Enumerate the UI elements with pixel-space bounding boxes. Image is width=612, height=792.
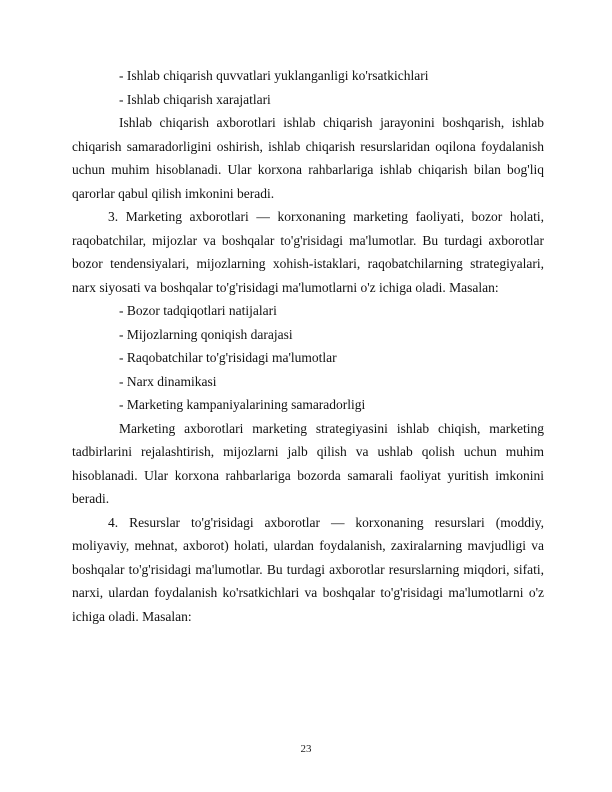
list-item: - Bozor tadqiqotlari natijalari bbox=[119, 303, 277, 318]
page-number: 23 bbox=[300, 743, 312, 755]
list-item: - Marketing kampaniyalarining samaradorligi bbox=[119, 397, 366, 412]
list-item: - Ishlab chiqarish quvvatlari yuklanganligi ko'rsatkichlari bbox=[119, 68, 429, 83]
list-item: - Mijozlarning qoniqish darajasi bbox=[119, 326, 293, 342]
paragraph-marketing-usage: Marketing axborotlari marketing strategiyasini ishlab chiqish, marketing tadbirlarini rejalashtirish, mijozlarni jalb qilish va ushlab qolish uchun muhim hisoblanadi. Ular korxona rahbarlariga bozorda samarali faoliyat yuritish imkonini beradi. bbox=[72, 420, 544, 506]
document-page bbox=[72, 64, 544, 628]
list-item: - Raqobatchilar to'g'risidagi ma'lumotlar bbox=[119, 350, 337, 365]
list-item: - Narx dinamikasi bbox=[119, 373, 217, 389]
paragraph-production-info: Ishlab chiqarish axborotlari ishlab chiqarish jarayonini boshqarish, ishlab chiqarish samaradorligini oshirish, ishlab chiqarish resurslaridan oqilona foydalanish uchun muhim hisoblanadi. Ular korxona rahbarlariga ishlab chiqarish bilan bog'liq qarorlar qabul qilish imkonini beradi. bbox=[72, 115, 544, 201]
paragraph-resources-info: 4. Resurslar to'g'risidagi axborotlar — korxonaning resurslari (moddiy, moliyaviy, mehnat, axborot) holati, ulardan foydalanish, zaxiralarning mavjudligi va boshqalar to'g'risidagi ma'lumotlar. Bu turdagi axborotlar resurslarning miqdori, sifati, narxi, ulardan foydalanish ko'rsatkichlari va boshqalar to'g'risidagi ma'lumotlarni o'z ichiga oladi. Masalan: bbox=[72, 514, 544, 624]
list-item: - Ishlab chiqarish xarajatlari bbox=[119, 91, 271, 107]
paragraph-marketing-info: 3. Marketing axborotlari — korxonaning marketing faoliyati, bozor holati, raqobatchilar, mijozlar va boshqalar to'g'risidagi ma'lumotlar. Bu turdagi axborotlar bozor tendensiyalari, mijozlarning xohish-istaklari, raqobatchilarning strategiyalari, narx siyosati va boshqalar to'g'risidagi ma'lumotlarni o'z ichiga oladi. Masalan: bbox=[72, 209, 544, 295]
